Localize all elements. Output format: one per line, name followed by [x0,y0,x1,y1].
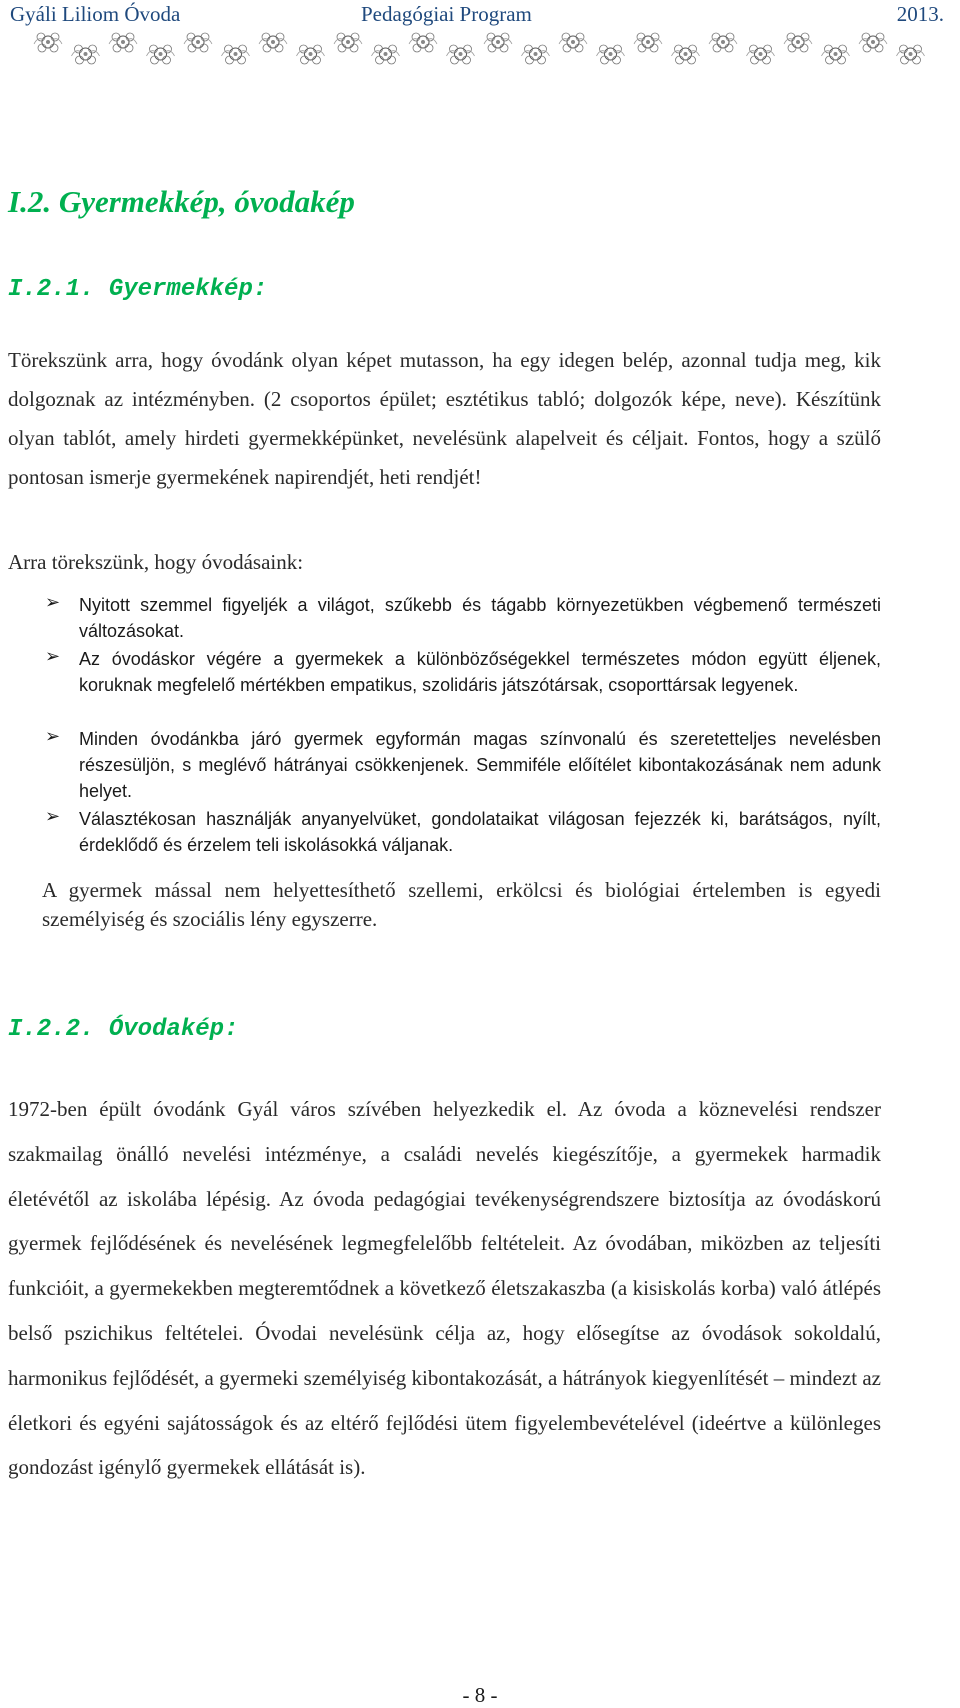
arrow-bullet-icon: ➢ [45,592,61,613]
arrow-bullet-icon: ➢ [45,806,61,827]
intro-paragraph: Törekszünk arra, hogy óvodánk olyan képet mutasson, ha egy idegen belép, azonnal tudja meg, kik dolgoznak az intézményben. (2 csoportos épület; esztétikus tabló; dolgozók képe, neve). Készítünk olyan tablót, amely hirdeti gyermekképünket, nevelésünk alapelveit és céljait. Fontos, hogy a szülő pontosan ismerje gyermekének napirendjét, heti rendjét! [8,348,881,489]
lead-sentence: Arra törekszünk, hogy óvodásaink: [8,550,304,574]
ovodakep-paragraph: 1972-ben épült óvodánk Gyál város szívében helyezkedik el. Az óvoda a köznevelési rendszer szakmailag önálló nevelési intézménye, a családi nevelés kiegészítője, a gyermekek harmadik életévétől az iskolába lépésig. Az óvoda pedagógiai tevékenységrendszere biztosítja az óvodáskorú gyermek fejlődésének és nevelésének legmegfelelőbb feltételeit. Az óvodában, miközben az teljesíti funkcióit, a gyermekekben megteremtődnek a következő életszakaszba (a kisiskolás korba) való átlépés belső pszichikus feltételei. Óvodai nevelésünk célja az, hogy elősegítse az óvodások sokoldalú, harmonikus fejlődését, a gyermeki személyiség kibontakozását, a hátrányok kiegyenlítését – mindezt az életkori és egyéni sajátosságok és az eltérő fejlődési ütem figyelembevételével (ideértve a különleges gondozást igénylő gyermekek ellátását is). [8,1097,881,1480]
section-title: I.2. Gyermekkép, óvodakép [8,184,355,219]
header-document-title: Pedagógiai Program [361,2,532,26]
subsection-title-ovodakep: I.2.2. Óvodakép: [8,1016,239,1043]
arrow-bullet-icon: ➢ [45,726,61,747]
lily-flower-border-icon [30,26,934,72]
subsection-title-gyermekkep: I.2.1. Gyermekkép: [8,276,268,303]
header-school-name: Gyáli Liliom Óvoda [10,2,181,26]
closing-paragraph: A gyermek mással nem helyettesíthető szellemi, erkölcsi és biológiai értelemben is egyedi személyiség és szociális lény egyszerre. [42,878,881,931]
header-year: 2013. [896,2,944,26]
bullet-item: Nyitott szemmel figyeljék a világot, szűkebb és tágabb környezetükben végbemenő természeti változásokat. [79,595,881,641]
arrow-bullet-icon: ➢ [45,646,61,667]
bullet-item: Minden óvodánkba járó gyermek egyformán magas színvonalú és szeretetteljes nevelésben részesüljön, s meglévő hátrányai csökkenjenek. Semmiféle előítélet kibontakozásának nem adunk helyet. [79,729,881,801]
page-number: - 8 - [462,1683,498,1707]
bullet-item: Az óvodáskor végére a gyermekek a különbözőségekkel természetes módon együtt éljenek, koruknak megfelelő mértékben empatikus, szolidáris játszótársak, csoporttársak legyenek. [79,649,881,695]
bullet-item: Választékosan használják anyanyelvüket, gondolataikat világosan fejezzék ki, barátságos, nyílt, érdeklődő és érzelem teli iskolásokká váljanak. [79,809,881,855]
